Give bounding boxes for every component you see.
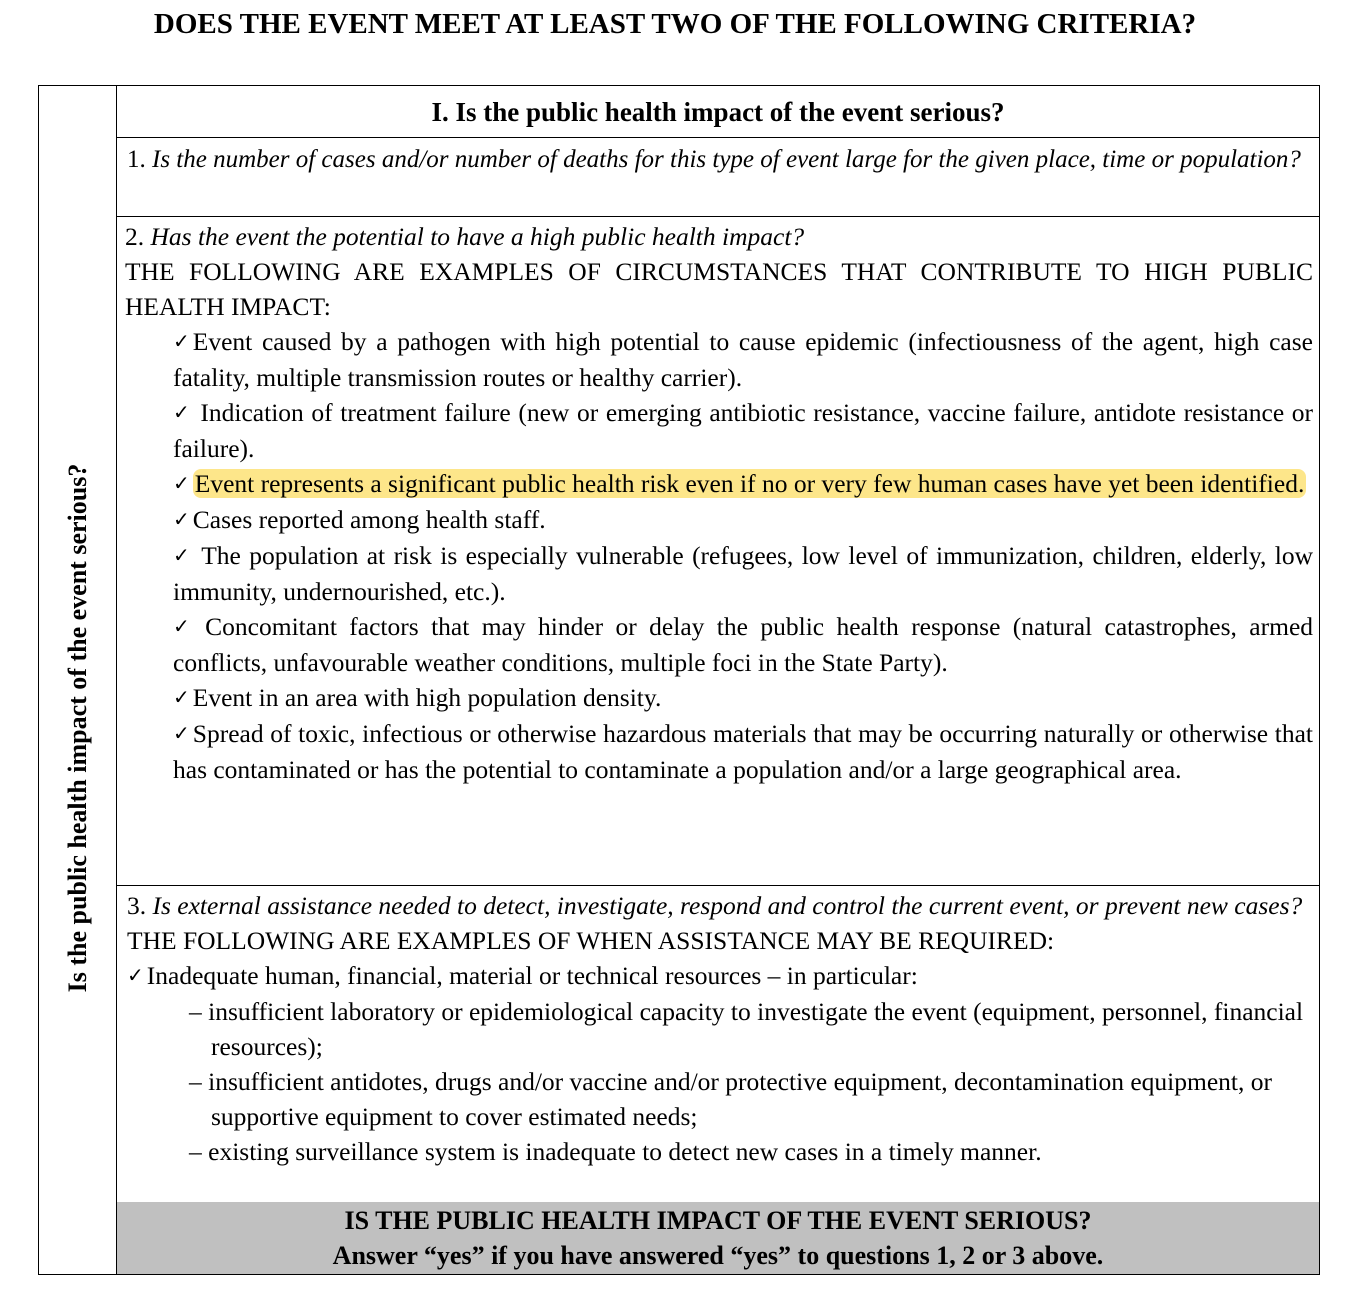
check-icon: ✓ — [173, 687, 190, 709]
section-heading: I. Is the public health impact of the event serious? — [117, 86, 1319, 138]
list-item: ✓ The population at risk is especially vulnerable (refugees, low level of immunization, children, elderly, low immunity, undernourished, etc.). — [173, 541, 1313, 606]
check-icon: ✓ — [173, 545, 190, 567]
check-icon: ✓ — [173, 473, 190, 495]
question-number: 1. — [127, 146, 146, 173]
highlighted-text: Event represents a significant public health risk even if no or very few human cases have yet been identified. — [194, 469, 1305, 498]
list-item-highlighted — [173, 466, 1313, 502]
list-item: ✓ Cases reported among health staff. — [173, 502, 1313, 538]
check-icon: ✓ — [173, 723, 190, 745]
question-3 — [117, 886, 1319, 1169]
question-number: 3. — [127, 891, 147, 920]
check-icon: ✓ — [173, 616, 190, 638]
criteria-table — [38, 85, 1320, 1275]
question-text: Has the event the potential to have a high public health impact? — [150, 222, 805, 251]
question-text: Is external assistance needed to detect, investigate, respond and control the current event, or prevent new cases? — [152, 891, 1303, 920]
examples-heading: THE FOLLOWING ARE EXAMPLES OF WHEN ASSISTANCE MAY BE REQUIRED: — [127, 926, 1055, 955]
side-label: Is the public health impact of the event serious? — [63, 463, 92, 993]
question-number: 2. — [125, 222, 145, 251]
page-title: DOES THE EVENT MEET AT LEAST TWO OF THE FOLLOWING CRITERIA? — [153, 8, 1197, 40]
list-item: ✓ Event caused by a pathogen with high potential to cause epidemic (infectiousness of the agent, high case fatality, multiple transmission routes or healthy carrier). — [173, 327, 1313, 392]
summary-instruction: Answer “yes” if you have answered “yes” to questions 1, 2 or 3 above. — [332, 1241, 1104, 1270]
sub-item: – insufficient laboratory or epidemiological capacity to investigate the event (equipment, personnel, financial resources); — [189, 997, 1304, 1061]
question-text: Is the number of cases and/or number of deaths for this type of event large for the given place, time or population? — [152, 146, 1301, 173]
list-item: ✓ Concomitant factors that may hinder or delay the public health response (natural catastrophes, armed conflicts, unfavourable weather conditions, multiple foci in the State Party). — [173, 612, 1314, 677]
sub-items-list — [127, 994, 1311, 1169]
list-item: ✓ Event in an area with high population density. — [173, 680, 1313, 716]
check-icon: ✓ — [173, 402, 190, 424]
dash-icon: – — [189, 1137, 202, 1166]
dash-icon: – — [189, 997, 202, 1026]
summary-footer — [117, 1202, 1319, 1274]
criteria-main-column — [117, 86, 1319, 1274]
list-item: ✓ Spread of toxic, infectious or otherwise hazardous materials that may be occurring naturally or otherwise that has contaminated or has the potential to contaminate a population and/or a large geographical area. — [173, 719, 1313, 784]
examples-heading: THE FOLLOWING ARE EXAMPLES OF CIRCUMSTANCES THAT CONTRIBUTE TO HIGH PUBLIC HEALTH IMPACT: — [125, 257, 1313, 321]
question-2 — [117, 217, 1319, 886]
examples-list — [125, 324, 1313, 787]
list-item: ✓ Inadequate human, financial, material or technical resources – in particular: — [127, 958, 1311, 994]
side-label-column — [39, 86, 117, 1274]
dash-icon: – — [189, 1067, 202, 1096]
sub-item: – existing surveillance system is inadequate to detect new cases in a timely manner. — [189, 1137, 1042, 1166]
question-1 — [117, 138, 1319, 217]
summary-question: IS THE PUBLIC HEALTH IMPACT OF THE EVENT SERIOUS? — [344, 1206, 1092, 1235]
check-icon: ✓ — [127, 965, 144, 987]
check-icon: ✓ — [173, 509, 190, 531]
check-icon: ✓ — [173, 331, 190, 353]
sub-item: – insufficient antidotes, drugs and/or vaccine and/or protective equipment, decontamination equipment, or supportive equipment to cover estimated needs; — [189, 1067, 1272, 1131]
list-item: ✓ Indication of treatment failure (new or emerging antibiotic resistance, vaccine failure, antidote resistance or failure). — [173, 398, 1314, 463]
